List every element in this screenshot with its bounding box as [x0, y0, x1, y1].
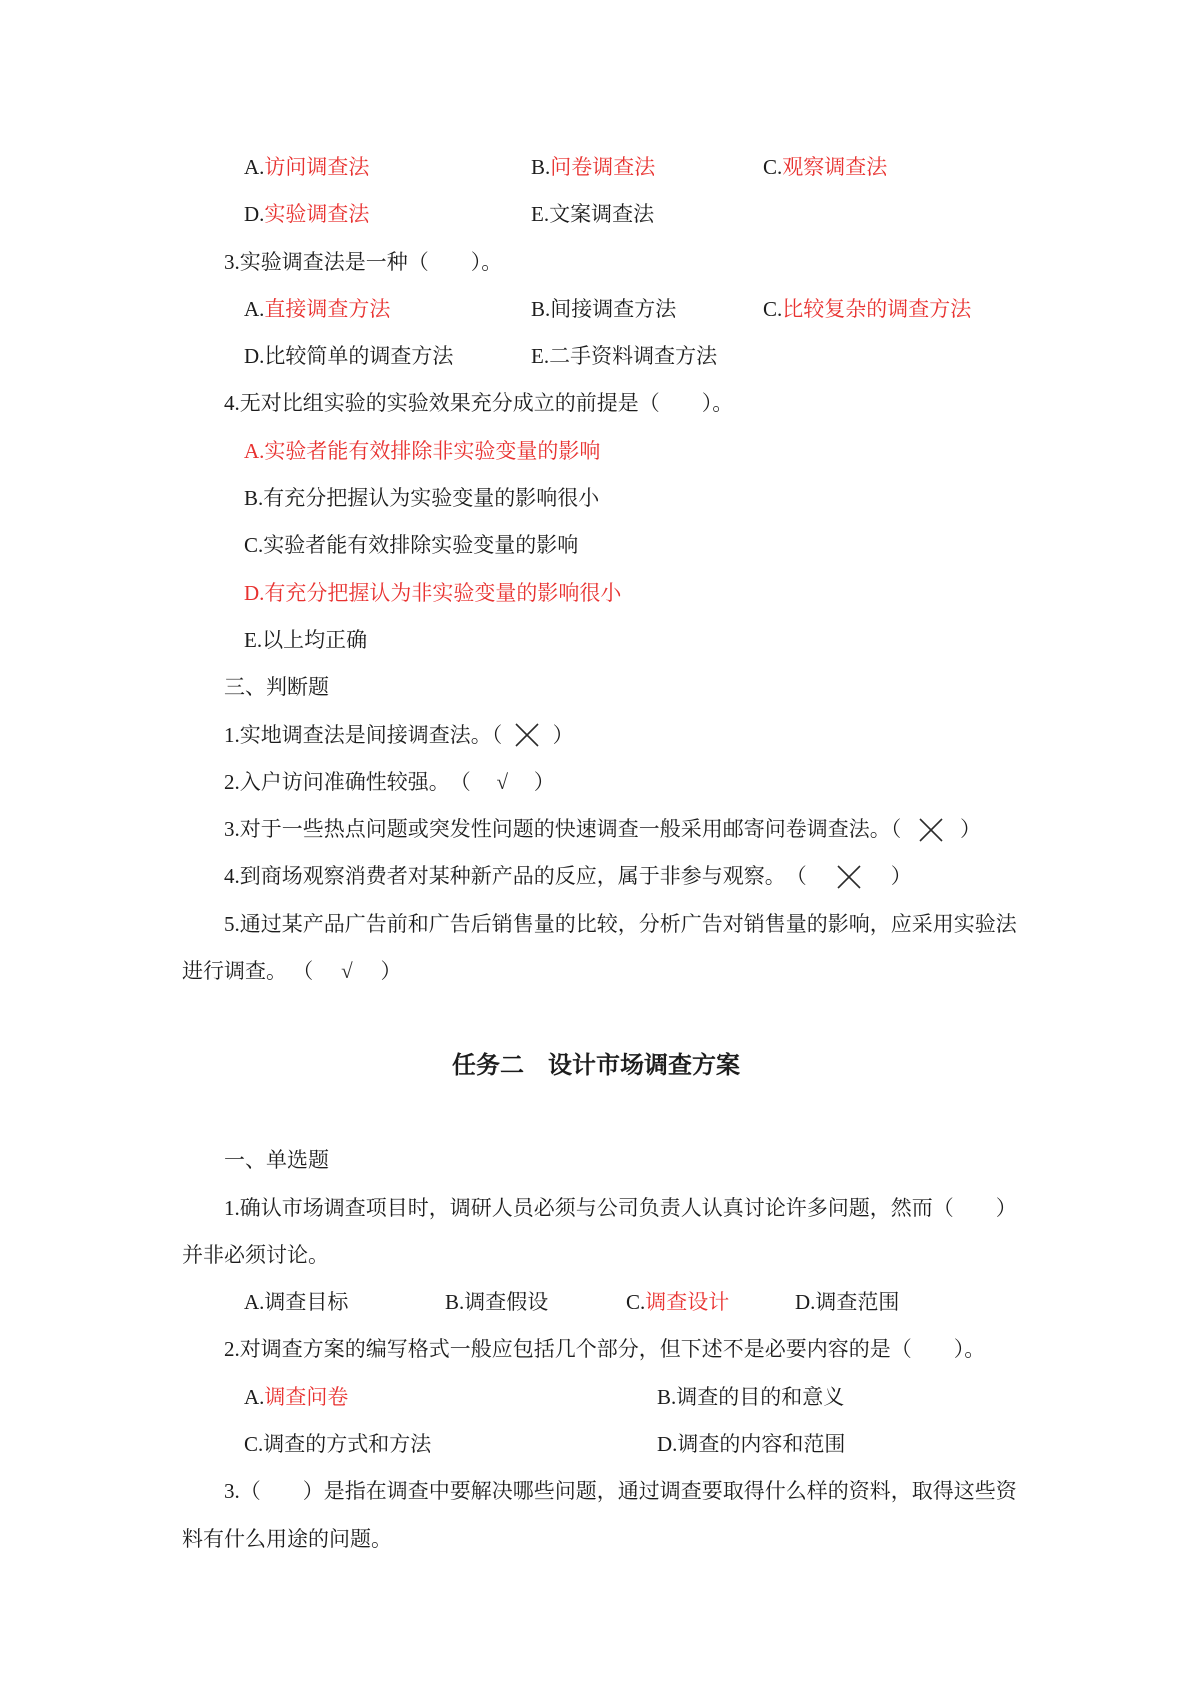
option-text: 调查的方式和方法: [263, 1432, 432, 1457]
question-stem: 料有什么用途的问题。: [182, 1526, 392, 1551]
option-a: [244, 1279, 348, 1326]
option-text: 有充分把握认为实验变量的影响很小: [263, 486, 600, 511]
section-heading: 一、单选题: [224, 1148, 329, 1173]
option-letter: A.: [244, 1384, 265, 1409]
option-c: [626, 1279, 729, 1326]
option-d: [244, 570, 621, 617]
option-c: [244, 522, 578, 569]
judgment-item: [0, 901, 1191, 948]
option-d: [244, 333, 453, 380]
option-b: [657, 1374, 844, 1421]
option-text: 访问调查法: [264, 155, 370, 179]
judgment-text: 2.入户访问准确性较强。 （: [224, 769, 471, 794]
spacer: [0, 995, 1191, 1042]
option-d: [244, 191, 369, 238]
question-stem: 3.（ ）是指在调查中要解决哪些问题，通过调查要取得什么样的资料，取得这些资: [224, 1479, 1017, 1504]
option-letter: C.: [763, 296, 783, 321]
option-letter: B.: [531, 296, 551, 321]
option-text: 比较复杂的调查方法: [782, 296, 972, 321]
option-row: [0, 570, 1191, 617]
option-e: [531, 333, 717, 380]
option-a: [244, 286, 390, 333]
section-heading-row: [0, 664, 1191, 711]
question-row: [0, 239, 1191, 286]
closing-paren: ）: [890, 864, 912, 889]
question-row: [0, 1468, 1191, 1515]
option-text: 比较简单的调查方法: [264, 344, 454, 369]
answer-mark: [901, 806, 960, 853]
answer-mark: [807, 853, 891, 900]
option-b: [531, 286, 676, 333]
option-row: [0, 1421, 1191, 1468]
option-text: 调查的目的和意义: [676, 1384, 845, 1409]
option-text: 实验者能有效排除非实验变量的影响: [264, 438, 601, 463]
question-stem: 并非必须讨论。: [182, 1242, 329, 1267]
option-text: 调查假设: [464, 1290, 549, 1315]
option-letter: E.: [244, 627, 263, 652]
task-title: 任务二 设计市场调查方案: [452, 1052, 740, 1079]
judgment-item: [0, 759, 1191, 806]
question-stem: 3.实验调查法是一种（ ）。: [224, 249, 503, 274]
option-letter: E.: [531, 344, 550, 369]
option-b: [445, 1279, 548, 1326]
option-row: [0, 522, 1191, 569]
judgment-statement: [224, 712, 574, 759]
option-text: 调查问卷: [264, 1384, 349, 1409]
option-letter: B.: [244, 486, 264, 511]
question-stem: 2.对调查方案的编写格式一般应包括几个部分，但下述不是必要内容的是（ ）。: [224, 1337, 986, 1362]
judgment-item-continued: [0, 948, 1191, 995]
judgment-statement: [224, 806, 981, 853]
question-stem: 4.无对比组实验的实验效果充分成立的前提是（ ）。: [224, 391, 734, 416]
closing-paren: ）: [960, 817, 982, 842]
closing-paren: ）: [533, 769, 555, 794]
question-stem: 1.确认市场调查项目时，调研人员必须与公司负责人认真讨论许多问题，然而（ ）: [224, 1195, 1017, 1220]
option-b: [531, 144, 655, 191]
option-row: [0, 1374, 1191, 1421]
answer-mark: [502, 712, 552, 759]
option-a: [244, 1374, 348, 1421]
question-row: [0, 380, 1191, 427]
judgment-text: 进行调查。 （: [182, 959, 314, 984]
option-row: [0, 286, 1191, 333]
option-letter: C.: [244, 1432, 264, 1457]
question-row-continued: [0, 1516, 1191, 1563]
option-a: [244, 428, 600, 475]
option-letter: A.: [244, 438, 265, 463]
option-row: [0, 1279, 1191, 1326]
option-text: 问卷调查法: [550, 155, 656, 179]
option-row: [0, 475, 1191, 522]
check-mark: √: [496, 769, 509, 794]
option-letter: A.: [244, 296, 265, 321]
option-text: 实验者能有效排除实验变量的影响: [263, 533, 579, 558]
option-letter: D.: [657, 1432, 678, 1457]
task-title-row: [0, 1043, 1191, 1090]
option-text: 调查范围: [815, 1290, 900, 1315]
cross-icon: [514, 722, 540, 748]
closing-paren: ）: [380, 959, 402, 984]
option-letter: B.: [531, 155, 551, 179]
option-c: [763, 286, 971, 333]
judgment-text: 1.实地调查法是间接调查法。（: [224, 722, 503, 747]
judgment-text: 4.到商场观察消费者对某种新产品的反应，属于非参与观察。 （: [224, 864, 807, 889]
option-d: [657, 1421, 845, 1468]
option-letter: B.: [445, 1290, 465, 1315]
option-c: [763, 144, 887, 191]
question-row: [0, 1326, 1191, 1373]
option-row: [0, 617, 1191, 664]
option-text: 以上均正确: [262, 627, 368, 652]
option-letter: D.: [795, 1290, 816, 1315]
option-text: 文案调查法: [549, 202, 655, 227]
option-text: 调查目标: [264, 1290, 349, 1315]
option-letter: A.: [244, 155, 265, 179]
option-letter: A.: [244, 1290, 265, 1315]
option-text: 直接调查方法: [264, 296, 391, 321]
option-row: [0, 191, 1191, 238]
judgment-text: 5.通过某产品广告前和广告后销售量的比较，分析广告对销售量的影响，应采用实验法: [224, 911, 1017, 936]
option-e: [531, 191, 654, 238]
document-body: [0, 144, 1191, 1563]
judgment-statement: [182, 948, 401, 995]
option-c: [244, 1421, 431, 1468]
question-row: [0, 1185, 1191, 1232]
option-letter: D.: [244, 202, 265, 227]
option-letter: B.: [657, 1384, 677, 1409]
option-letter: D.: [244, 344, 265, 369]
option-letter: C.: [244, 533, 264, 558]
option-a: [244, 144, 369, 191]
option-d: [795, 1279, 899, 1326]
judgment-statement: [224, 759, 555, 806]
judgment-text: 3.对于一些热点问题或突发性问题的快速调查一般采用邮寄问卷调查法。（: [224, 817, 902, 842]
judgment-item: [0, 712, 1191, 759]
option-text: 实验调查法: [264, 202, 370, 227]
closing-paren: ）: [552, 722, 574, 747]
judgment-item: [0, 853, 1191, 900]
option-text: 调查设计: [645, 1290, 730, 1315]
spacer: [0, 1090, 1191, 1137]
option-letter: C.: [763, 155, 783, 179]
check-mark: √: [341, 959, 353, 984]
option-e: [244, 617, 367, 664]
option-text: 观察调查法: [782, 155, 888, 179]
option-row: [0, 333, 1191, 380]
option-letter: D.: [244, 580, 265, 605]
cross-icon: [918, 817, 944, 843]
option-letter: C.: [626, 1290, 646, 1315]
option-text: 调查的内容和范围: [677, 1432, 846, 1457]
option-text: 有充分把握认为非实验变量的影响很小: [264, 580, 622, 605]
judgment-item: [0, 806, 1191, 853]
section-heading: 三、判断题: [224, 675, 329, 700]
option-text: 二手资料调查方法: [549, 344, 718, 369]
section-heading-row: [0, 1137, 1191, 1184]
judgment-statement: [224, 853, 912, 900]
option-row: [0, 428, 1191, 475]
question-row-continued: [0, 1232, 1191, 1279]
option-b: [244, 475, 599, 522]
option-text: 间接调查方法: [550, 296, 677, 321]
option-letter: E.: [531, 202, 550, 227]
option-row: [0, 144, 1191, 191]
cross-icon: [836, 864, 862, 890]
